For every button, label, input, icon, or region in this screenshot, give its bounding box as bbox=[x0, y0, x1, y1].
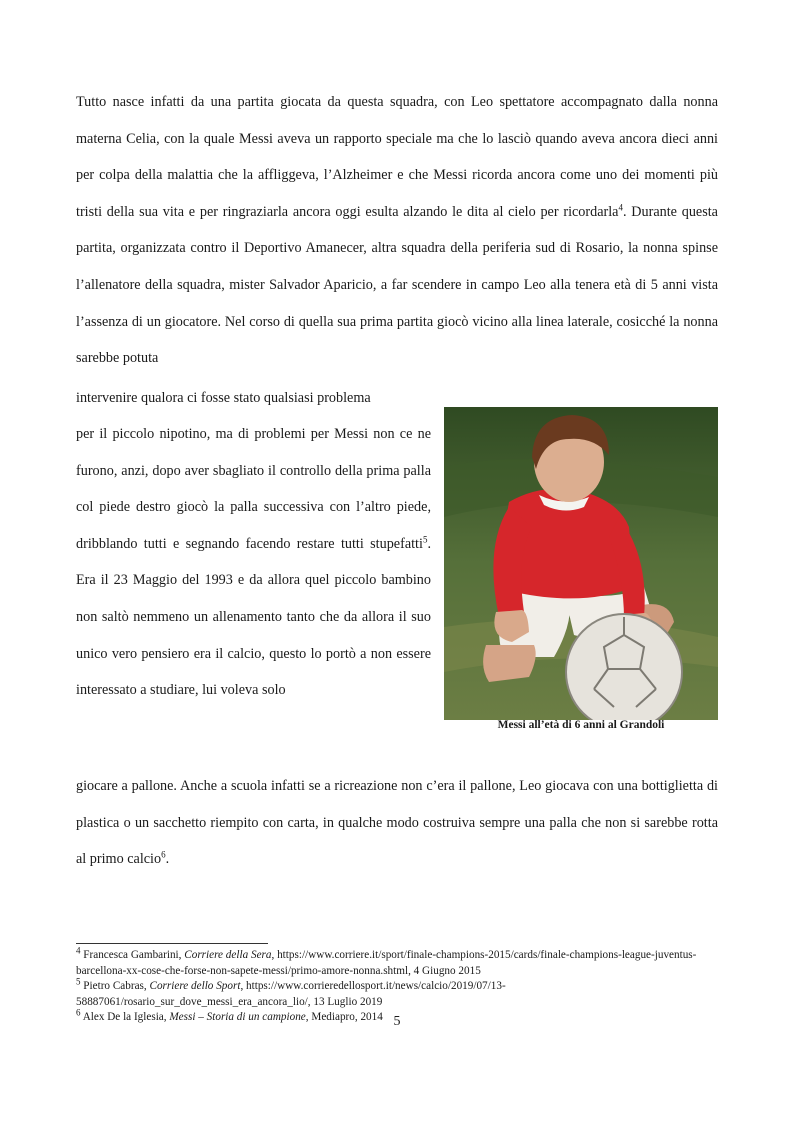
paragraph-after-photo: giocare a pallone. Anche a scuola infatti se a ricreazione non c’era il pallone, Leo giocava con una bottiglietta di plastica o un sacchetto riempito con carta, in qualche modo costruiva sempre una palla che non si sarebbe rotta al primo calcio$^6$. bbox=[76, 778, 718, 868]
photo-caption: Messi all’età di 6 anni al Grandoli bbox=[497, 719, 665, 731]
footnote-ref-4[interactable]: 4 bbox=[618, 202, 623, 213]
footnote-6: $^6$ Alex De la Iglesia, Messi – Storia di un campione, Mediapro, 2014 bbox=[76, 1007, 383, 1024]
footnote-4: $^4$ Francesca Gambarini, Corriere della Sera, https://www.corriere.it/sport/finale-champions-2015/cards/finale-champions-league-juventus-barcellona-xx-cose-che-forse-non-sapete-messi/primo-amore-nonna.shtml, 4 Giugno 2015 bbox=[76, 945, 697, 977]
footnote-5: $^5$ Pietro Cabras, Corriere dello Sport, https://www.corrieredellosport.it/news/calcio/2019/07/13-58887061/rosario_sur_dove_messi_era_ancora_lio/, 13 Luglio 2019 bbox=[76, 976, 506, 1008]
footnote-ref-5[interactable]: 5 bbox=[422, 534, 428, 545]
paragraph-intro-last-line: intervenire qualora ci fosse stato qualsiasi problema bbox=[76, 390, 371, 406]
footnote-4-link[interactable]: , https://www.corriere.it/sport/finale-champions-2015/cards/finale-champions-league-juventus-barcellona-xx-cose-che-forse-non-sapete-messi/primo-amore-nonna.shtml, 4 Giugno 2015 bbox=[76, 949, 697, 977]
paragraph-intro: Tutto nasce infatti da una partita giocata da questa squadra, con Leo spettatore accompagnato dalla nonna materna Celia, con la quale Messi aveva un rapporto speciale ma che lo lasciò quando aveva ancora dieci anni per colpa della malattia che la affliggeva, l’Alzheimer e che Messi ricorda ancora come uno dei momenti più tristi della sua vita e per ringraziarla ancora oggi esulta alzando le dita al cielo per ricordarla$^4$. Durante questa partita, organizzata contro il Deportivo Amanecer, altra squadra della periferia sud di Rosario, la nonna spinse l’allenatore della squadra, mister Salvador Aparicio, a far scendere in campo Leo alla tenera età di 5 anni vista l’assenza di un giocatore. Nel corso di quella sua prima partita giocò vicino alla linea laterale, cosicché la nonna sarebbe potuta bbox=[76, 94, 718, 367]
footnote-separator bbox=[76, 943, 268, 944]
page-number: 5 bbox=[393, 1014, 401, 1029]
paragraph-beside-photo: per il piccolo nipotino, ma di problemi per Messi non ce ne furono, anzi, dopo aver sbagliato il controllo della prima palla col piede destro giocò la palla successiva con l’altro piede, dribblando tutti e segnando facendo restare tutti stupefatti$^5$. Era il 23 Maggio del 1993 e da allora quel piccolo bambino non saltò nemmeno un allenamento tanto che da allora il suo unico vero pensiero era il calcio, questo lo portò a non essere interessato a studiare, lui voleva solo bbox=[76, 426, 431, 699]
messi-child-photo bbox=[444, 407, 718, 720]
footnote-ref-6[interactable]: 6 bbox=[161, 849, 166, 860]
footnote-5-link[interactable]: , https://www.corrieredellosport.it/news/calcio/2019/07/13-58887061/rosario_sur_dove_messi_era_ancora_lio/, 13 Luglio 2019 bbox=[76, 980, 506, 1008]
